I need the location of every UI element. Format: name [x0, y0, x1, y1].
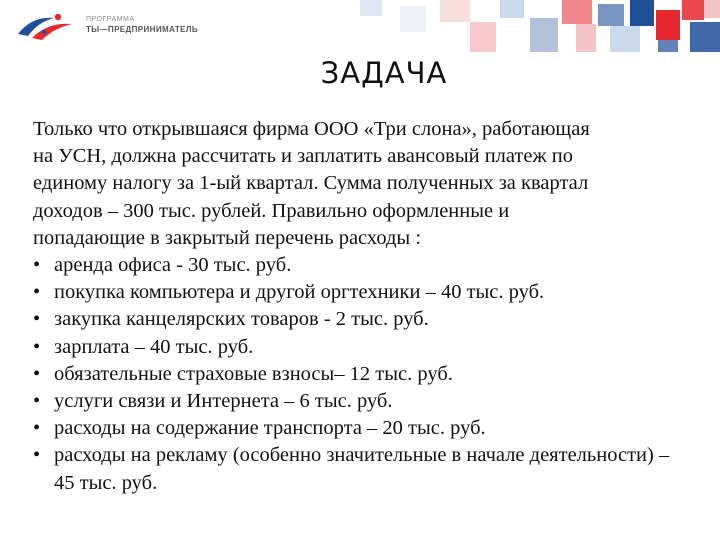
bullet-icon: •	[33, 308, 41, 331]
list-item	[33, 334, 693, 361]
slide-title: ЗАДАЧА	[320, 56, 448, 90]
logo-mark-icon	[14, 12, 82, 42]
task-intro	[33, 116, 693, 252]
bullet-icon: •	[33, 335, 41, 358]
list-item-text: обязательные страховые взносы– 12 тыс. руб.	[54, 362, 453, 385]
list-item-text: покупка компьютера и другой оргтехники – 40 тыс. руб.	[54, 281, 545, 304]
list-item-text: расходы на рекламу (особенно значительные в начале деятельности) – 45 тыс. руб.	[54, 444, 670, 494]
list-item	[33, 442, 693, 496]
logo-line-1: ПРОГРАММА	[86, 16, 135, 23]
bullet-icon: •	[33, 417, 41, 440]
list-item-text: зарплата – 40 тыс. руб.	[54, 335, 254, 358]
intro-line: Только что открывшаяся фирма ООО «Три слона», работающая	[33, 118, 590, 140]
bullet-icon: •	[33, 362, 41, 385]
list-item	[33, 388, 693, 415]
intro-line: на УСН, должна рассчитать и заплатить авансовый платеж по	[33, 145, 574, 168]
list-item-text: расходы на содержание транспорта – 20 тыс. руб.	[54, 417, 486, 440]
program-logo	[14, 12, 214, 42]
list-item-text: аренда офиса - 30 тыс. руб.	[54, 254, 292, 277]
bullet-icon: •	[33, 390, 41, 413]
list-item-text: закупка канцелярских товаров - 2 тыс. руб.	[54, 308, 429, 331]
list-item	[33, 252, 693, 279]
intro-line: попадающие в закрытый перечень расходы :	[33, 226, 422, 249]
logo-line-2: ТЫ—ПРЕДПРИНИМАТЕЛЬ	[86, 25, 199, 34]
expense-list	[33, 252, 693, 497]
bullet-icon: •	[33, 254, 41, 277]
list-item	[33, 415, 693, 442]
decorative-squares	[340, 0, 720, 52]
task-body	[33, 116, 693, 497]
header-band	[0, 0, 720, 52]
list-item	[33, 361, 693, 388]
intro-line: доходов – 300 тыс. рублей. Правильно оформленные и	[33, 199, 510, 222]
list-item	[33, 279, 693, 306]
list-item-text: услуги связи и Интернета – 6 тыс. руб.	[54, 390, 393, 413]
bullet-icon: •	[33, 281, 41, 304]
bullet-icon: •	[33, 444, 41, 467]
intro-line: единому налогу за 1-ый квартал. Сумма полученных за квартал	[33, 172, 589, 195]
list-item	[33, 306, 693, 333]
